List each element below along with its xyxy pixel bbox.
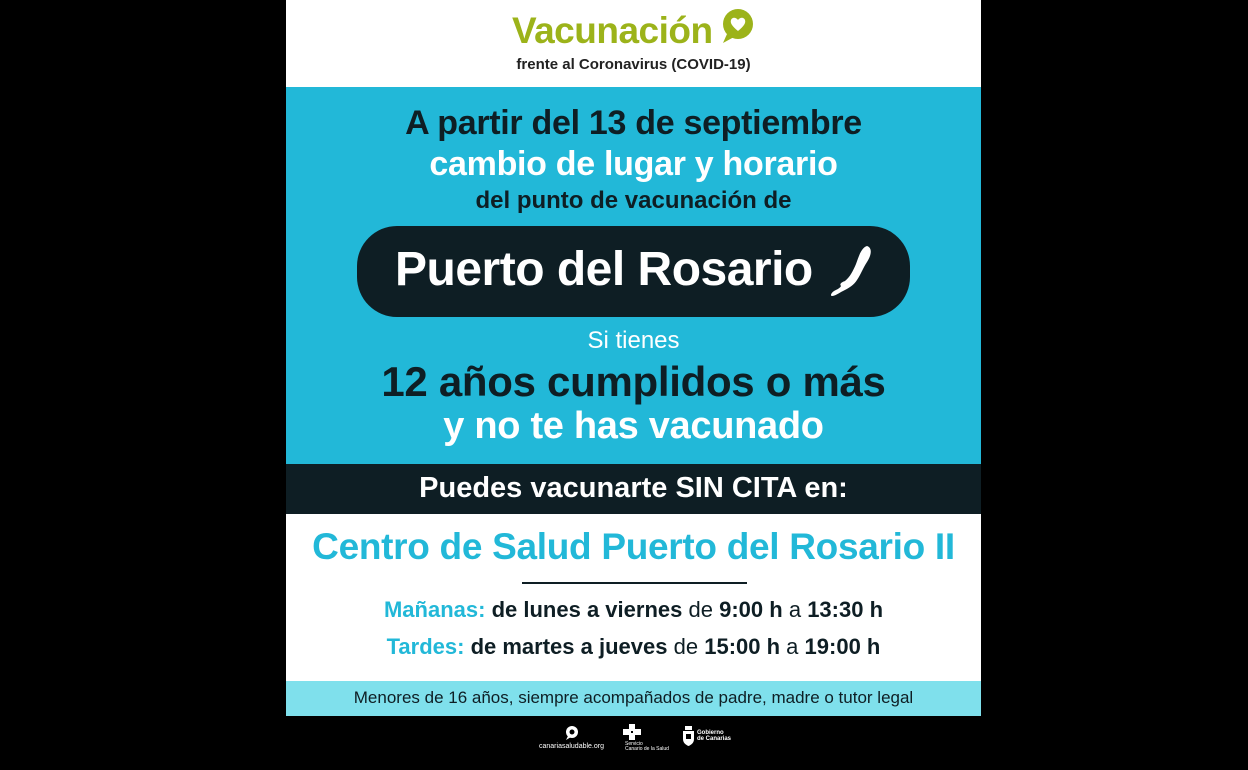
- morning-a: a: [788, 597, 802, 622]
- brand-subtitle: frente al Coronavirus (COVID-19): [516, 56, 751, 73]
- schedule-afternoon: [286, 634, 981, 660]
- place-name: Puerto del Rosario: [395, 243, 813, 296]
- morning-label: Mañanas:: [383, 597, 486, 622]
- gobierno-text: [697, 730, 731, 742]
- scs-text: [625, 742, 669, 752]
- coat-of-arms-icon: [682, 726, 695, 746]
- gobierno-line1: Gobierno: [697, 730, 724, 736]
- scs-line1: Servicio: [625, 741, 643, 747]
- minors-note-band: [286, 681, 981, 716]
- change-line: cambio de lugar y horario: [429, 145, 838, 183]
- health-center-name: Centro de Salud Puerto del Rosario II: [312, 526, 955, 567]
- divider: [522, 582, 747, 584]
- scs-line2: Canario de la Salud: [625, 746, 669, 752]
- speech-bubble-icon: [565, 726, 579, 740]
- brand-title: Vacunación: [511, 10, 713, 51]
- gobierno-line2: de Canarias: [697, 736, 732, 742]
- afternoon-from: 15:00 h: [704, 634, 781, 659]
- si-tienes-text: Si tienes: [587, 327, 680, 354]
- afternoon-de: de: [673, 634, 699, 659]
- vaccination-point-line: del punto de vacunación de: [475, 187, 792, 214]
- fuerteventura-island-icon: [829, 244, 875, 303]
- morning-days: de lunes a viernes: [491, 597, 683, 622]
- footer-logos: [286, 716, 981, 758]
- brand-row: [286, 10, 981, 52]
- afternoon-to: 19:00 h: [804, 634, 881, 659]
- announcement-panel: [286, 87, 981, 464]
- morning-to: 13:30 h: [807, 597, 884, 622]
- not-vaccinated-line: y no te has vacunado: [443, 405, 824, 447]
- servicio-canario-salud-logo: [621, 724, 669, 752]
- afternoon-label: Tardes:: [386, 634, 465, 659]
- morning-de: de: [688, 597, 713, 622]
- minors-note: Menores de 16 años, siempre acompañados de padre, madre o tutor legal: [353, 688, 914, 707]
- schedule-morning: [286, 597, 981, 623]
- afternoon-days: de martes a jueves: [470, 634, 668, 659]
- poster-header: [286, 0, 981, 87]
- no-appointment-band: [286, 464, 981, 514]
- age-requirement: 12 años cumplidos o más: [381, 358, 886, 405]
- morning-from: 9:00 h: [719, 597, 783, 622]
- gobierno-canarias-logo: [682, 726, 732, 748]
- vaccination-poster: [286, 0, 981, 758]
- cross-icon: [621, 724, 643, 740]
- heart-bubble-icon: [721, 8, 755, 49]
- no-appointment-text: Puedes vacunarte SIN CITA en:: [419, 472, 848, 504]
- afternoon-a: a: [786, 634, 799, 659]
- place-pill: [357, 226, 910, 317]
- date-line: A partir del 13 de septiembre: [405, 104, 862, 142]
- canarias-saludable-text: canariasaludable.org: [539, 743, 604, 750]
